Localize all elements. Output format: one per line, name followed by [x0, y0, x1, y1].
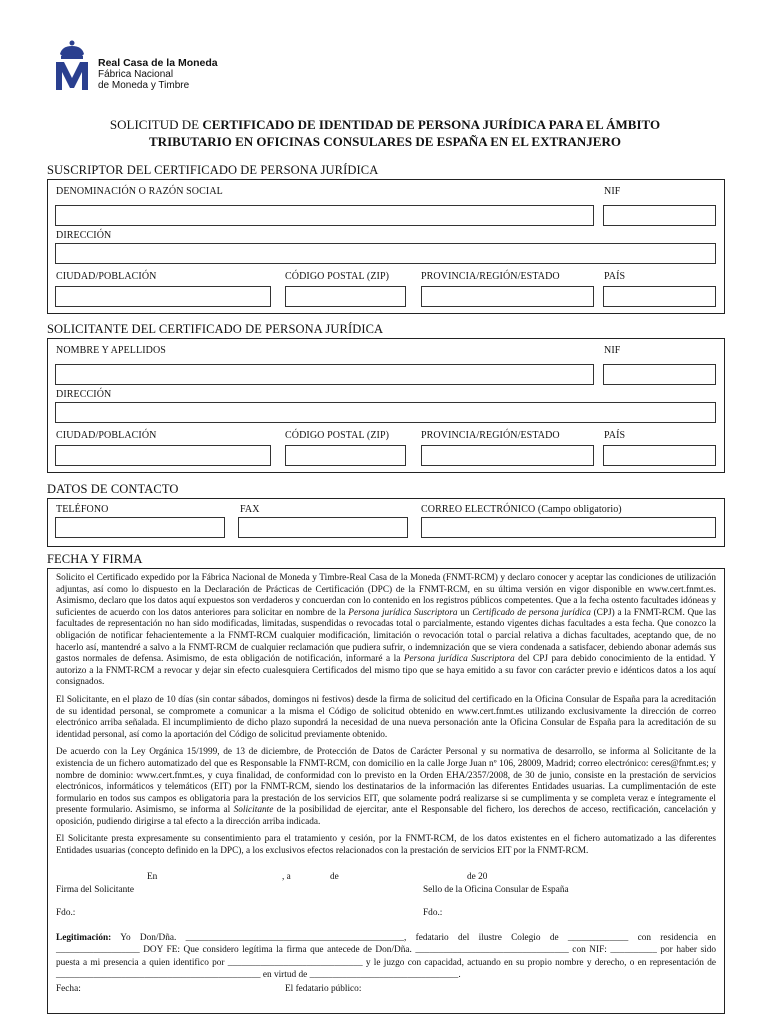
- legal-paragraph-2: El Solicitante, en el plazo de 10 días (sin contar sábados, domingos ni festivos) desde la firma de solicitud del certificado en la Oficina Consular de España para la acreditación de su identidad personal, se compromete a comunicar a la misma el Código de solicitud obtenido en www.cert.fnmt.es utilizando exclusivamente la dirección de correo electrónico arriba señalada. El incumplimiento de dicho plazo supondrá la necesidad de una nueva personación ante la Oficina Consular de España para la acreditación de su identidad personal, así como la aportación del Código de solicitud previamente obtenido.: [56, 694, 716, 740]
- de20-label: de 20: [467, 872, 488, 882]
- legal-text: [56, 573, 716, 864]
- legal-paragraph-1: Solicito el Certificado expedido por la Fábrica Nacional de Moneda y Timbre-Real Casa de la Moneda (FNMT-RCM) y declaro conocer y aceptar las condiciones de utilización adjuntas, así como lo dispuesto en la Declaración de Prácticas de Certificación (DPC) de la FNMT-RCM, en su última versión en vigor disponible en www.cert.fnmt.es. Asimismo, declaro que los datos aquí expuestos son verdaderos y concuerdan con lo contenido en los registros públicos competentes. Que a la fecha ostento facultades idóneas y suficientes de acuerdo con los datos anteriores para solicitar en nombre de la Persona jurídica Suscriptora un Certificado de persona jurídica (CPJ) a la FNMT-RCM. Que las facultades de representación no han sido modificadas, limitadas, suspendidas o revocadas total o parcialmente, estando vigentes dichas facultades a esta fecha. Que conozco la obligación de notificar fehacientemente a la FNMT-RCM cualquier modificación, limitación o revocación total o parcial relativa a dichas facultades, aceptando que, de no hacerlo así, mantendré a salvo a la FNMT-RCM de cualquier reclamación que pudiera sufrir, o indemnización que se viera condenada a satisfacer, debiendo abonar además sus gastos normales de defensa. Asimismo, de esta obligación de notificación, informaré a la Persona jurídica Suscriptora del CPJ para debido conocimiento de la entidad. Y autorizo a la FNMT-RCM a revocar y dejar sin efecto cualesquiera Certificados del mismo tipo que se haya emitido a su favor con carácter previo e idénticos datos a los aquí consignados.: [56, 573, 717, 688]
- fax-label: FAX: [240, 504, 260, 515]
- denominacion-field[interactable]: [55, 205, 594, 226]
- title-line-1: CERTIFICADO DE IDENTIDAD DE PERSONA JURÍDICA PARA EL ÁMBITO: [202, 117, 661, 132]
- nombre-field[interactable]: [55, 364, 594, 385]
- contacto-box: [47, 498, 725, 547]
- suscriptor-cp-label: CÓDIGO POSTAL (ZIP): [285, 271, 390, 282]
- brand-line-2: Fábrica Nacional: [98, 69, 174, 80]
- legitimacion-label: Legitimación:: [56, 933, 112, 943]
- title-line-2: TRIBUTARIO EN OFICINAS CONSULARES DE ESPAÑA EN EL EXTRANJERO: [149, 134, 621, 149]
- solicitante-nif-label: NIF: [604, 345, 621, 356]
- solicitante-cp-field[interactable]: [285, 445, 406, 466]
- suscriptor-direccion-label: DIRECCIÓN: [56, 230, 112, 241]
- legitimacion-body: Yo Don/Dña. _______________________________________________, fedatario del ilustre Colegio de _____________ con residencia en __________________ DOY FE: Que considero legítima la firma que antecede de Don/Dña. _________________________________ con NIF: __________ por haber sido puesta a mi presencia a quien identifico por _____________________________ y le juzgo con capacidad, actuando en su propio nombre y derecho, o en representación de ____________________________________________ en virtud de ________________________________.: [56, 933, 716, 981]
- suscriptor-ciudad-field[interactable]: [55, 286, 271, 307]
- solicitante-heading: SOLICITANTE DEL CERTIFICADO DE PERSONA JURÍDICA: [47, 322, 384, 336]
- firma-solicitante-label: Firma del Solicitante: [56, 885, 134, 895]
- brand-line-1: Real Casa de la Moneda: [98, 57, 218, 69]
- fnmt-logo: [52, 40, 282, 100]
- solicitante-provincia-field[interactable]: [421, 445, 594, 466]
- solicitante-pais-field[interactable]: [603, 445, 716, 466]
- fdo-solicitante-label: Fdo.:: [56, 908, 76, 918]
- suscriptor-pais-label: PAÍS: [604, 271, 626, 282]
- sello-label: Sello de la Oficina Consular de España: [423, 885, 569, 895]
- solicitante-pais-label: PAÍS: [604, 430, 626, 441]
- suscriptor-provincia-field[interactable]: [421, 286, 594, 307]
- suscriptor-nif-field[interactable]: [603, 205, 716, 226]
- solicitante-ciudad-label: CIUDAD/POBLACIÓN: [56, 430, 157, 441]
- firma-heading: FECHA Y FIRMA: [47, 552, 143, 566]
- suscriptor-heading: SUSCRIPTOR DEL CERTIFICADO DE PERSONA JURÍDICA: [47, 163, 379, 177]
- fdo-consular-label: Fdo.:: [423, 908, 443, 918]
- suscriptor-pais-field[interactable]: [603, 286, 716, 307]
- suscriptor-box: [47, 179, 725, 314]
- nombre-label: NOMBRE Y APELLIDOS: [56, 345, 166, 356]
- fax-field[interactable]: [238, 517, 408, 538]
- solicitante-direccion-label: DIRECCIÓN: [56, 389, 112, 400]
- brand-line-3: de Moneda y Timbre: [98, 80, 190, 91]
- solicitante-direccion-field[interactable]: [55, 402, 716, 423]
- solicitante-nif-field[interactable]: [603, 364, 716, 385]
- telefono-label: TELÉFONO: [56, 504, 109, 515]
- fedatario-label: El fedatario público:: [285, 984, 362, 994]
- contacto-heading: DATOS DE CONTACTO: [47, 482, 179, 496]
- de-label: de: [330, 872, 339, 882]
- brand-text: [98, 58, 218, 91]
- solicitante-cp-label: CÓDIGO POSTAL (ZIP): [285, 430, 390, 441]
- correo-label: CORREO ELECTRÓNICO (Campo obligatorio): [421, 504, 622, 515]
- suscriptor-direccion-field[interactable]: [55, 243, 716, 264]
- en-label: En: [147, 872, 158, 882]
- solicitante-box: [47, 338, 725, 473]
- document-title: [40, 116, 730, 150]
- crown-m-logo-icon: [52, 40, 92, 92]
- correo-field[interactable]: [421, 517, 716, 538]
- telefono-field[interactable]: [55, 517, 225, 538]
- legitimacion-text: [56, 932, 716, 982]
- solicitante-provincia-label: PROVINCIA/REGIÓN/ESTADO: [421, 430, 560, 441]
- legal-paragraph-3: De acuerdo con la Ley Orgánica 15/1999, de 13 de diciembre, de Protección de Datos de Carácter Personal y su normativa de desarrollo, se informa al Solicitante de la existencia de un fichero automatizado del que es Responsable la FNMT-RCM, con domicilio en la calle Jorge Juan nº 106, 28009, Madrid; correo electrónico: ceres@fnmt.es; y nombre de dominio: www.cert.fnmt.es, y cuya finalidad, de conformidad con lo previsto en la Orden EHA/2357/2008, de 30 de junio, consiste en la prestación de servicios electrónicos, informáticos y telemáticos (EIT) por la FNMT-RCM, siendo los destinatarios de la información las diferentes Entidades usuarias. La cumplimentación de este formulario en todos sus campos es obligatoria para la prestación de los servicios EIT, que solamente podrá realizarse si se cumplimenta y se completa veraz e íntegramente el presente formulario. Asimismo, se informa al Solicitante de la posibilidad de ejercitar, ante el Responsable del fichero, los derechos de acceso, rectificación, cancelación y oposición, pudiendo dirigirse a tal efecto a la dirección arriba indicada.: [56, 747, 716, 827]
- suscriptor-cp-field[interactable]: [285, 286, 406, 307]
- suscriptor-nif-label: NIF: [604, 186, 621, 197]
- fecha-label: Fecha:: [56, 984, 81, 994]
- denominacion-label: DENOMINACIÓN O RAZÓN SOCIAL: [56, 186, 223, 197]
- title-prefix: SOLICITUD DE: [109, 117, 203, 132]
- suscriptor-ciudad-label: CIUDAD/POBLACIÓN: [56, 271, 157, 282]
- solicitante-ciudad-field[interactable]: [55, 445, 271, 466]
- a-label: , a: [282, 872, 291, 882]
- suscriptor-provincia-label: PROVINCIA/REGIÓN/ESTADO: [421, 271, 560, 282]
- legal-paragraph-4: El Solicitante presta expresamente su consentimiento para el tratamiento y cesión, por la FNMT-RCM, de los datos existentes en el fichero automatizado a las diferentes Entidades usuarias (concepto definido en la DPC), a los exclusivos efectos relacionados con la prestación de servicios EIT por la FNMT-RCM.: [56, 834, 716, 857]
